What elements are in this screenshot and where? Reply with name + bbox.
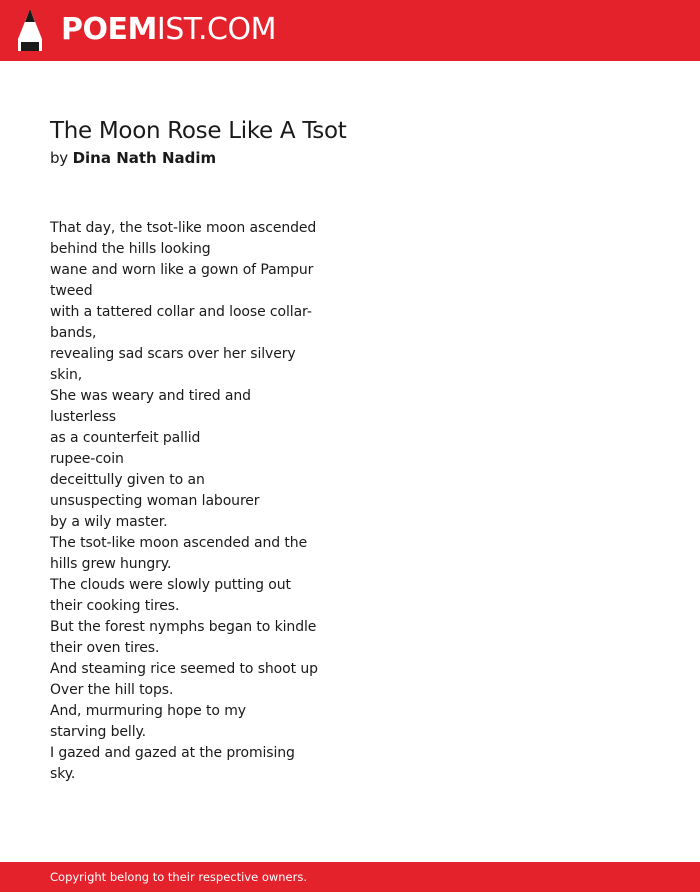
poem-line: their oven tires. [50,640,160,656]
poem-line: But the forest nymphs began to kindle [50,619,317,635]
poem-line: starving belly. [50,724,147,740]
site-footer [0,862,700,892]
poem-title: The Moon Rose Like A Tsot [50,118,347,144]
poem-line: skin, [50,367,83,383]
byline-prefix: by [50,149,68,167]
poem-byline [50,148,216,169]
poem-body [50,218,350,785]
poem-line: rupee-coin [50,451,124,467]
poem-line: revealing sad scars over her silvery [50,346,296,362]
site-header [0,0,700,61]
poem-line: bands, [50,325,97,341]
poem-line: She was weary and tired and [50,388,251,404]
poem-line: as a counterfeit pallid [50,430,201,446]
poem-line: lusterless [50,409,117,425]
poem-line: Over the hill tops. [50,682,174,698]
pencil-tip-icon[interactable] [18,9,42,51]
poem-line: The clouds were slowly putting out [50,577,291,593]
poem-line: That day, the tsot-like moon ascended [50,220,317,236]
copyright-text: Copyright belong to their respective owners. [50,870,308,884]
poem-line: deceittully given to an [50,472,205,488]
poem-line: their cooking tires. [50,598,180,614]
logo-bold-text: POEM [61,12,157,47]
poem-line: by a wily master. [50,514,168,530]
poem-line: hills grew hungry. [50,556,172,572]
poem-line: I gazed and gazed at the promising [50,745,295,761]
poem-line: with a tattered collar and loose collar- [50,304,312,320]
poem-line: behind the hills looking [50,241,211,257]
poem-line: wane and worn like a gown of Pampur [50,262,314,278]
poem-line: sky. [50,766,76,782]
poem-line: And steaming rice seemed to shoot up [50,661,318,677]
poem-line: The tsot-like moon ascended and the [50,535,308,551]
poem-line: tweed [50,283,93,299]
poem-line: And, murmuring hope to my [50,703,246,719]
logo-light-text: IST.COM [156,12,276,47]
poem-line: unsuspecting woman labourer [50,493,260,509]
poem-author: Dina Nath Nadim [72,149,217,167]
site-logo[interactable] [61,12,276,48]
